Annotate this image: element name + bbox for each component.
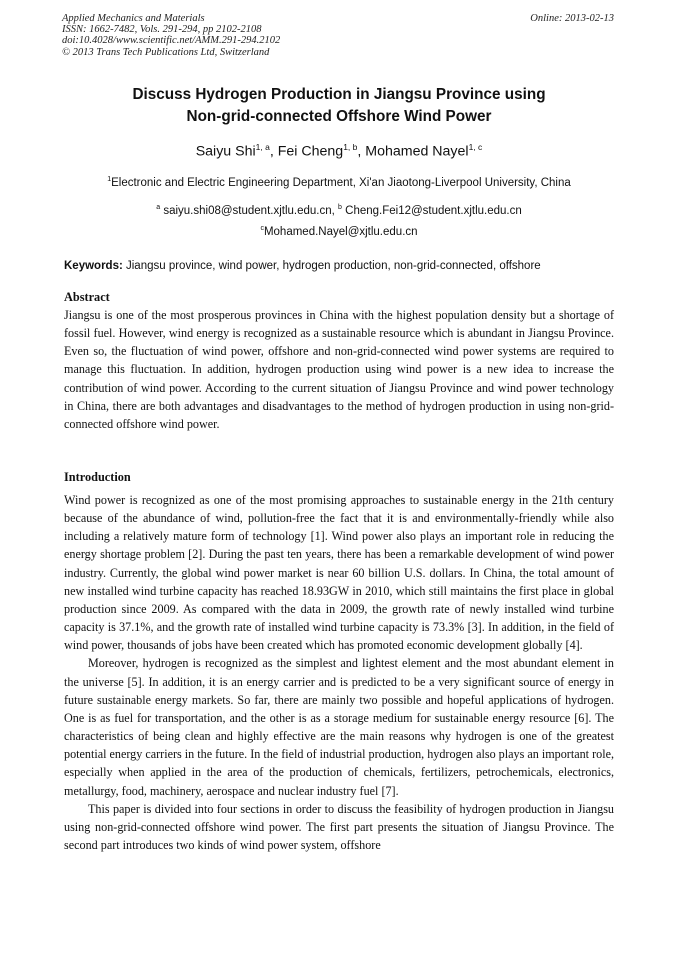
introduction-body <box>64 491 614 854</box>
email-address[interactable]: saiyu.shi08@student.xjtlu.edu.cn, <box>160 204 339 217</box>
email-line-1 <box>64 199 614 220</box>
intro-paragraph-1: Wind power is recognized as one of the most promising approaches to sustainable energy in the 21th century because of the abundance of wind, pollution-free the fact that it is and environmentally-friendly while also including a relatively mature form of technology [1]. Wind power also plays an important role in reducing the energy shortage problem [2]. During the past ten years, there has been a remarkable development of wind power industry. Currently, the global wind power market is near 60 billion U.S. dollars. In China, the total amount of new installed wind turbine capacity has reached 18.93GW in 2010, which still maintains the first place in global production since 2009. As compared with the data in 2009, the growth rate of newly installed wind turbine capacity is 37.1%, and the growth rate of installed wind turbine capacity is 73.3% [3]. In addition, in the field of wind power, thousands of jobs have been created which has promoted economic development globally [4]. <box>64 493 614 653</box>
email-mark: b <box>338 204 342 211</box>
doi-line: doi:10.4028/www.scientific.net/AMM.291-294.2102 <box>62 35 281 47</box>
introduction-heading: Introduction <box>64 470 131 484</box>
author-affiliation-mark: 1, b <box>343 142 358 152</box>
author-affiliation-mark: 1, a <box>255 142 270 152</box>
online-date: Online: 2013-02-13 <box>530 13 614 24</box>
affiliation-text: Electronic and Electric Engineering Department, Xi'an Jiaotong-Liverpool University, China <box>111 176 571 189</box>
affiliation <box>64 176 614 189</box>
abstract-paragraph: Jiangsu is one of the most prosperous provinces in China with the highest population density but a shortage of fossil fuel. However, wind energy is recognized as a sustainable resource which is abundant in Jiangsu Province. Even so, the fluctuation of wind power, offshore and non-grid-connected wind power systems are required to manage this fluctuation. In addition, hydrogen production using wind power is a new idea to increase the contribution of wind power. According to the current situation of Jiangsu Province and wind power technology in China, there are both advantages and disadvantages to the method of hydrogen production in using non-grid-connected offshore wind power. <box>64 308 614 431</box>
affiliation-mark: 1 <box>107 176 112 183</box>
keywords-label: Keywords: <box>64 260 123 272</box>
email-mark: c <box>260 224 264 232</box>
author-separator: , <box>357 143 366 160</box>
author-affiliation-mark: 1, c <box>468 142 483 152</box>
intro-paragraph-3: This paper is divided into four sections in order to discuss the feasibility of hydrogen production in Jiangsu using non-grid-connected offshore wind power. The first part presents the situation of Jiangsu Province. The second part introduces two kinds of wind power system, offshore <box>64 801 614 852</box>
journal-name: Applied Mechanics and Materials <box>62 13 205 24</box>
issn-line: ISSN: 1662-7482, Vols. 291-294, pp 2102-2108 <box>62 24 262 36</box>
author-name: Saiyu Shi <box>195 143 256 160</box>
email-address[interactable]: Mohamed.Nayel@xjtlu.edu.cn <box>263 225 418 238</box>
copyright-line: © 2013 Trans Tech Publications Ltd, Switzerland <box>62 46 270 58</box>
journal-header <box>62 13 280 58</box>
email-mark: a <box>156 204 161 211</box>
keywords <box>64 260 614 272</box>
author-separator: , <box>269 143 278 160</box>
title-line-2: Non-grid-connected Offshore Wind Power <box>186 108 492 125</box>
title-line-1: Discuss Hydrogen Production in Jiangsu Province using <box>132 86 546 103</box>
author-name: Fei Cheng <box>277 143 344 160</box>
paper-title <box>64 84 614 128</box>
email-list <box>64 199 614 241</box>
email-address[interactable]: Cheng.Fei12@student.xjtlu.edu.cn <box>341 204 522 217</box>
author-list <box>64 142 614 160</box>
author-name: Mohamed Nayel <box>365 143 469 160</box>
keywords-text: Jiangsu province, wind power, hydrogen production, non-grid-connected, offshore <box>122 260 541 272</box>
abstract-heading: Abstract <box>64 290 110 304</box>
email-line-2 <box>64 220 614 241</box>
intro-paragraph-2: Moreover, hydrogen is recognized as the simplest and lightest element and the most abundant element in the universe [5]. In addition, it is an energy carrier and is predicted to be a very significant source of energy in future sustainable energy markets. So far, there are mainly two possible and hopeful applications of hydrogen. One is as fuel for transportation, and the other is as a storage medium for sustainable energy resource [6]. The characteristics of being clean and highly effective are the main reasons why hydrogen is one of the greatest potential energy carriers in the future. In the field of industrial production, hydrogen also plays an important role, especially when applied in the area of the production of chemicals, fertilizers, petrochemicals, electronics, metallurgy, food, machinery, aerospace and nuclear industry fuel [7]. <box>64 656 614 798</box>
abstract-body <box>64 306 614 433</box>
